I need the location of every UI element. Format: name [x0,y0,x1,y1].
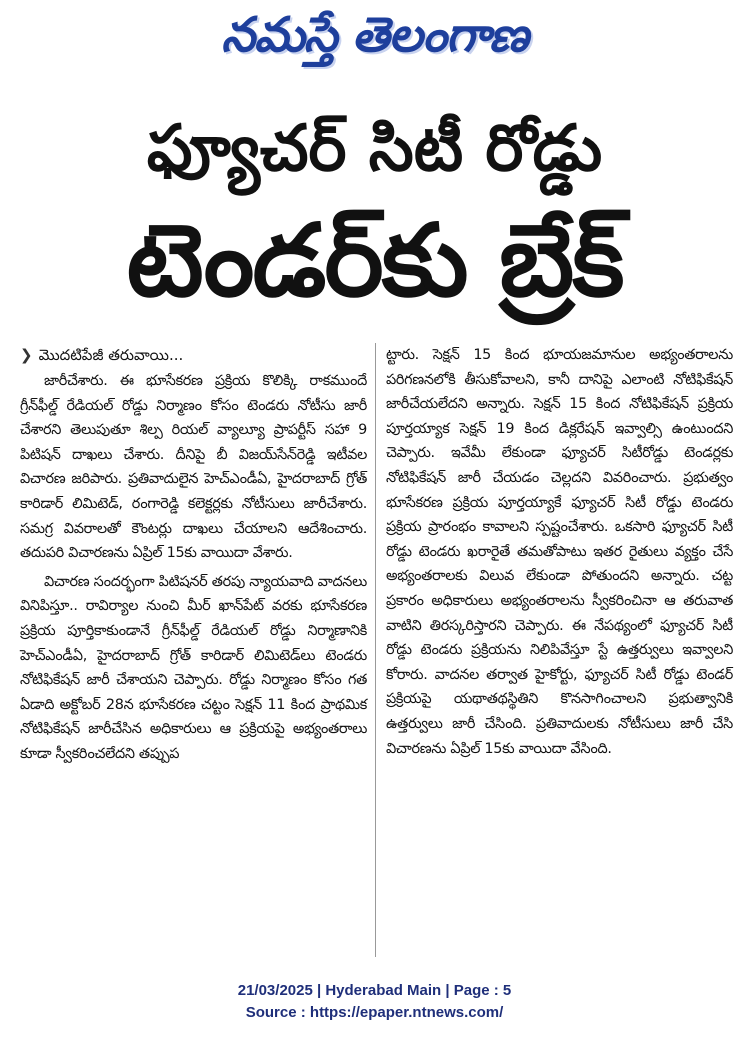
newspaper-masthead: నమస్తే తెలంగాణ [221,7,528,63]
footer-dateline: 21/03/2025 | Hyderabad Main | Page : 5 [237,982,512,999]
headline-line-2: టెండర్‌కు బ్రేక్ [126,202,623,319]
paragraph: ట్టారు. సెక్షన్ 15 కింద భూయజమానుల అభ్యంతరాలను పరిగణనలోకి తీసుకోవాలని, కానీ దానిపై ఎలాంటి నోటిఫికేషన్ జారీచేయలేదని అన్నారు. సెక్షన్ 15 కింద నోటిఫికేషన్ ప్రక్రియ పూర్తయ్యాక సెక్షన్ 19 కింద డిక్లరేషన్ ఇవ్వాల్సి ఉంటుందని చెప్పారు. ఇవేమీ లేకుండా ఫ్యూచర్ సిటీరోడ్డు టెండర్లకు నోటిఫికేషన్ జారీ చేయడం చెల్లదని వివరించారు. ప్రభుత్వం భూసేకరణ ప్రక్రియ పూర్తయ్యాకే ఫ్యూచర్ సిటీ రోడ్డు టెండరు ప్రక్రియ ప్రారంభం కావాలని స్పష్టంచేశారు. ఒకసారి ఫ్యూచర్ సిటీ రోడ్డు టెండరు ఖరారైతే తమతోపాటు ఇతర రైతులు వ్యక్తం చేసే అభ్యంతరాలకు విలువ లేకుండా పోతుందని అన్నారు. చట్ట ప్రకారం అధికారులు అభ్యంతరాలను స్వీకరించినా ఆ తరువాత వాటిని తిరస్కరిస్తారని చెప్పారు. ఈ నేపథ్యంలో ఫ్యూచర్ సిటీ రోడ్డు టెండరు ప్రక్రియను నిలిపివేస్తూ స్టే ఉత్తర్వులు ఇవ్వాలని కోరారు. వాదనల తర్వాత హైకోర్టు, ఫ్యూచర్ సిటీ రోడ్డు టెండర్ ప్రక్రియపై యథాతథస్థితిని కొనసాగించాలని ప్రభుత్వానికి ఉత్తర్వులు జారీ చేసింది. ప్రతివాదులకు నోటీసులు జారీ చేసి విచారణను ఏప్రిల్ 15కు వాయిదా వేసింది. [386,347,733,757]
headline-line-1: ఫ్యూచర్ సిటీ రోడ్డు [146,112,603,186]
paragraph: విచారణ సందర్భంగా పిటిషనర్ తరపు న్యాయవాది వాదనలు వినిపిస్తూ.. రావిర్యాల నుంచి మీర్ ఖాన్‌పేట్ వరకు భూసేకరణ ప్రక్రియ పూర్తికాకుండానే గ్రీన్‌ఫీల్డ్ రేడియల్ రోడ్డు నిర్మాణానికి హెచ్‌ఎండీఏ, హైదరాబాద్ గ్రోత్ కారిడార్ లిమిటెడ్‌లు టెండరు నోటిఫికేషన్ జారీ చేశాయని చెప్పారు. రోడ్డు నిర్మాణం కోసం గత ఏడాది అక్టోబర్ 28న భూసేకరణ చట్టం సెక్షన్ 11 కింద ప్రాథమిక నోటిఫికేషన్ జారీచేసిన అధికారులు ఆ ప్రక్రియపై అభ్యంతరాలు కూడా స్వీకరించలేదని తప్పుప [20,573,367,762]
article-column-left [20,343,367,767]
article-body-right [386,343,733,761]
article-body-left [20,369,367,767]
continued-label [20,343,367,367]
continued-text: మొదటిపేజీ తరువాయి... [38,346,184,364]
column-divider [375,343,376,957]
footer-source: Source : https://epaper.ntnews.com/ [245,1004,504,1021]
article-column-right [386,343,733,761]
paragraph: జారీచేశారు. ఈ భూసేకరణ ప్రక్రియ కొలిక్కి రాకముందే గ్రీన్‌ఫీల్డ్ రేడియల్ రోడ్డు నిర్మాణం కోసం టెండరు నోటీసు జారీ చేశారని తెలుపుతూ శిల్ప రియల్ వ్యాల్యూ ప్రాపర్టీస్ సహా 9 పిటిషన్ దాఖలు చేశారు. దీనిపై బీ విజయ్‌సేన్‌రెడ్డి ఇటీవల విచారణ జరిపారు. ప్రతివాదులైన హెచ్‌ఎండీఏ, హైదరాబాద్ గ్రోత్ కారిడార్ లిమిటెడ్, రంగారెడ్డి కలెక్టర్లకు నోటీసులు జారీచేశారు. సమగ్ర వివరాలతో కౌంటర్లు దాఖలు చేయాలని ఆదేశించారు. తదుపరి విచారణను ఏప్రిల్ 15కు వాయిదా వేశారు. [20,373,367,562]
chevron-right-icon: ❯ [20,346,33,364]
